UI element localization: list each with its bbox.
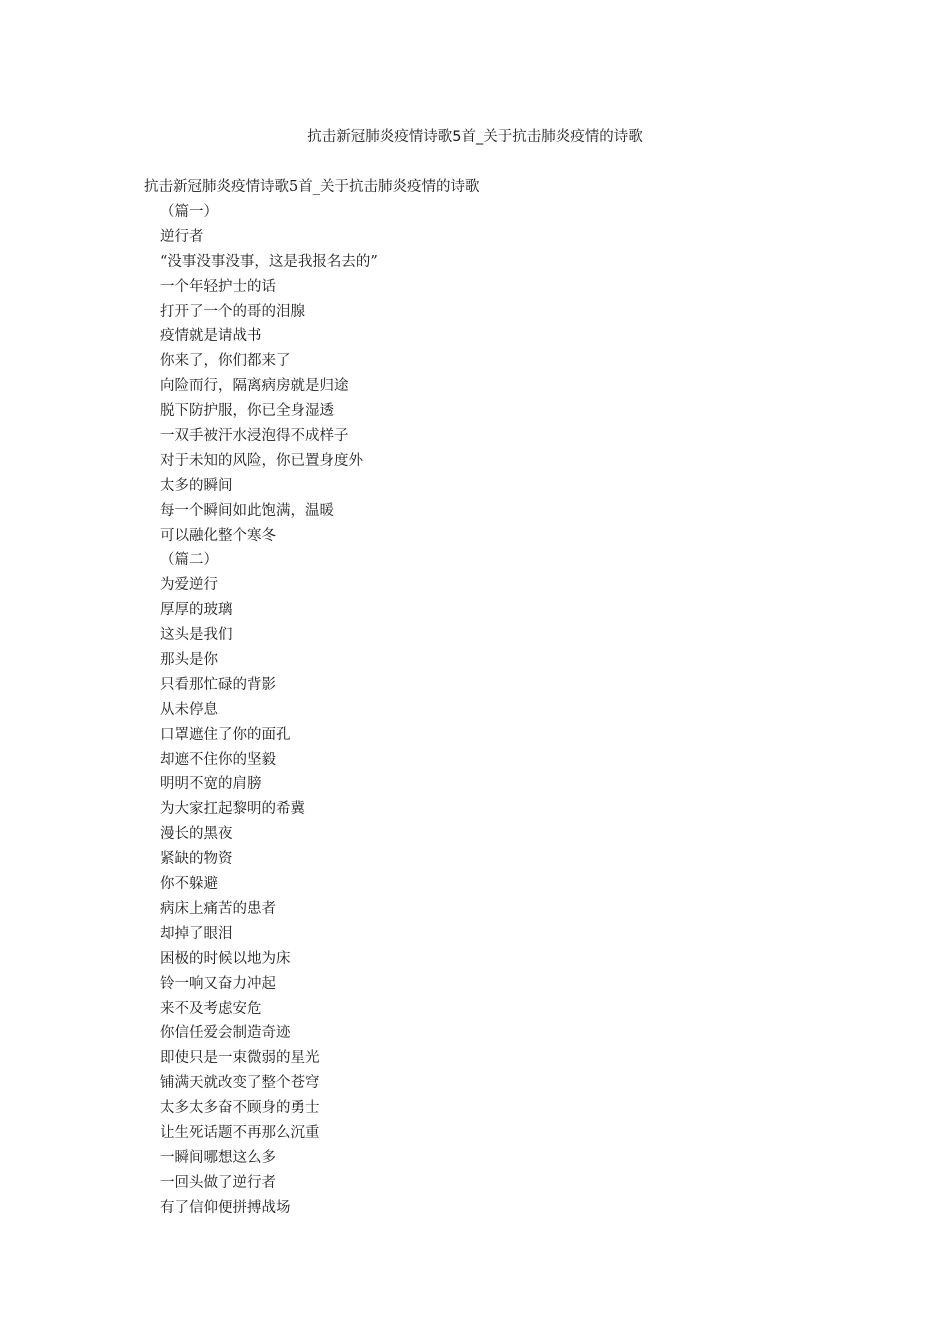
poem-line: 为大家扛起黎明的希冀 (160, 801, 305, 818)
poem-line: 口罩遮住了你的面孔 (160, 726, 291, 743)
poem-line: 有了信仰便拼搏战场 (160, 1199, 291, 1216)
poem-line: 困极的时候以地为床 (160, 950, 291, 967)
poem-line: 你来了，你们都来了 (160, 353, 291, 370)
document-title: 抗击新冠肺炎疫情诗歌5首_关于抗击肺炎疫情的诗歌 (307, 129, 643, 145)
poem-line: 一个年轻护士的话 (160, 278, 276, 295)
poem-line: 铃一响又奋力冲起 (160, 975, 276, 992)
poem-lines (160, 202, 378, 1223)
poem-line: 这头是我们 (160, 627, 233, 644)
poem-line: 却遮不住你的坚毅 (160, 751, 276, 768)
poem-line: 逆行者 (160, 228, 204, 245)
poem-line: 铺满天就改变了整个苍穹 (160, 1075, 320, 1092)
poem-line: 却掉了眼泪 (160, 925, 233, 942)
poem-line: 来不及考虑安危 (160, 1000, 262, 1017)
poem-line: 脱下防护服，你已全身湿透 (160, 403, 334, 420)
poem-line: 即使只是一束微弱的星光 (160, 1050, 320, 1067)
poem-line: 从未停息 (160, 701, 218, 718)
poem-line: 每一个瞬间如此饱满，温暖 (160, 502, 334, 519)
poem-line: 疫情就是请战书 (160, 328, 262, 345)
poem-line: 厚厚的玻璃 (160, 602, 233, 619)
poem-line: 向险而行，隔离病房就是归途 (160, 378, 349, 395)
poem-line: 太多的瞬间 (160, 477, 233, 494)
poem-line: 你不躲避 (160, 876, 218, 893)
body-heading: 抗击新冠肺炎疫情诗歌5首_关于抗击肺炎疫情的诗歌 (144, 179, 480, 195)
poem-line: （篇一） (160, 204, 218, 220)
poem-line: （篇二） (160, 552, 218, 569)
poem-line: 你信任爱会制造奇迹 (160, 1025, 291, 1042)
poem-line: 一瞬间哪想这么多 (160, 1149, 276, 1166)
poem-line: 病床上痛苦的患者 (160, 900, 276, 917)
poem-line: 那头是你 (160, 652, 218, 669)
poem-line: 打开了一个的哥的泪腺 (160, 303, 305, 320)
poem-line: 明明不宽的肩膀 (160, 776, 262, 793)
poem-line: 让生死话题不再那么沉重 (160, 1124, 320, 1141)
poem-line: 一双手被汗水浸泡得不成样子 (160, 428, 349, 445)
poem-line: 对于未知的风险，你已置身度外 (160, 452, 363, 469)
poem-line: 可以融化整个寒冬 (160, 527, 276, 544)
poem-line: 一回头做了逆行者 (160, 1174, 276, 1191)
poem-line: “没事没事没事，这是我报名去的” (160, 253, 378, 270)
poem-line: 紧缺的物资 (160, 851, 233, 868)
poem-line: 为爱逆行 (160, 577, 218, 594)
poem-line: 只看那忙碌的背影 (160, 676, 276, 693)
poem-line: 漫长的黑夜 (160, 826, 233, 843)
poem-line: 太多太多奋不顾身的勇士 (160, 1100, 320, 1117)
